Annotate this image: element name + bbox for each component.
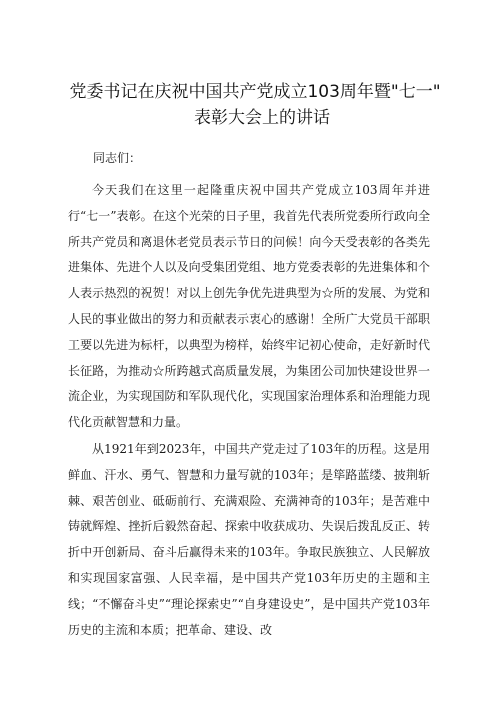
paragraph-1: 今天我们在这里一起隆重庆祝中国共产党成立103周年并进行“七一”表彰。在这个光荣的日子里，我首先代表所党委所行政向全所共产党员和离退休老党员表示节日的问候！向今天受表彰的各类先进集体、先进个人以及向受集团党组、地方党委表彰的先进集体和个人表示热烈的祝贺！对以上创先争优先进典型为☆所的发展、为党和人民的事业做出的努力和贡献表示衷心的感谢！全所广大党员干部职工要以先进为标杆，以典型为榜样，始终牢记初心使命，走好新时代长征路，为推动☆所跨越式高质量发展，为集团公司加快建设世界一流企业，为实现国防和军队现代化，实现国家治理体系和治理能力现代化贡献智慧和力量。 (68, 183, 430, 430)
paragraph-2: 从1921年到2023年，中国共产党走过了103年的历程。这是用鲜血、汗水、勇气、智慧和力量写就的103年；是筚路蓝缕、披荆斩棘、艰苦创业、砥砺前行、充满艰险、充满神奇的103年；是苦难中铸就辉煌、挫折后毅然奋起、探索中收获成功、失误后拨乱反正、转折中开创新局、奋斗后赢得未来的103年。争取民族独立、人民解放和实现国家富强、人民幸福，是中国共产党103年历史的主题和主线；“不懈奋斗史”“理论探索史”“自身建设史”，是中国共产党103年历史的主流和本质；把革命、建设、改 (68, 442, 430, 637)
document-title-line-1: 党委书记在庆祝中国共产党成立103周年暨"七一" (69, 82, 441, 102)
document-title-line-2: 表彰大会上的讲话 (194, 108, 330, 128)
greeting: 同志们： (93, 151, 142, 165)
